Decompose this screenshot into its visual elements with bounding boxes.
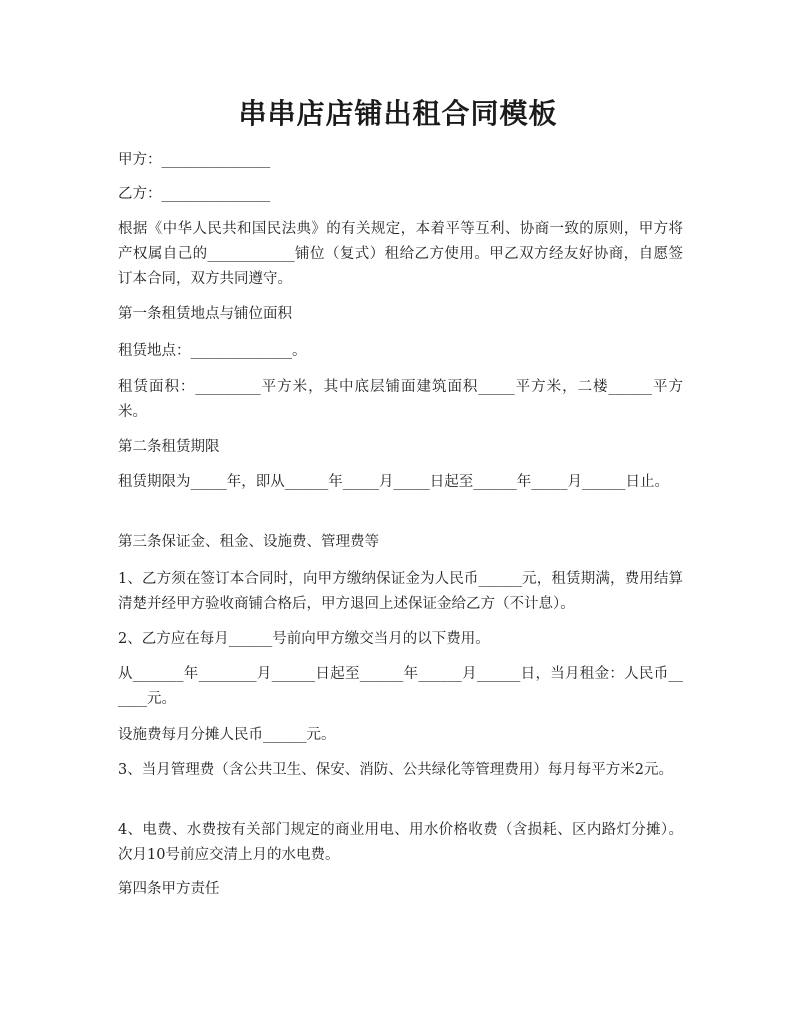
clause-3-3-paragraph: 3、当月管理费（含公共卫生、保安、消防、公共绿化等管理费用）每月每平方米2元。 — [118, 762, 673, 778]
preamble-paragraph: 根据《中华人民共和国民法典》的有关规定，本着平等互利、协商一致的原则，甲方将产权属自己的____________铺位（复式）租给乙方使用。甲乙双方经友好协商，自愿签订本合同，双方共同遵守。 — [118, 221, 683, 287]
rent-period-paragraph: 从_______年________月______日起至______年______月______日，当月租金：人民币______元。 — [118, 666, 683, 707]
article-3-heading: 第三条保证金、租金、设施费、管理费等 — [118, 534, 379, 550]
clause-3-2-paragraph: 2、乙方应在每月______号前向甲方缴交当月的以下费用。 — [118, 631, 490, 647]
party-a-line: 甲方：_______________ — [118, 152, 271, 168]
lease-term-paragraph: 租赁期限为_____年，即从______年_____月_____日起至______年_____月______日止。 — [118, 474, 669, 490]
lease-area-paragraph: 租赁面积：_________平方米，其中底层铺面建筑面积_____平方米，二楼______平方米。 — [118, 379, 683, 420]
article-4-heading: 第四条甲方责任 — [118, 881, 220, 897]
document-title: 串串店店铺出租合同模板 — [238, 97, 558, 130]
article-1-heading: 第一条租赁地点与铺位面积 — [118, 306, 292, 322]
clause-3-1-paragraph: 1、乙方须在签订本合同时，向甲方缴纳保证金为人民币______元，租赁期满，费用结算清楚并经甲方验收商铺合格后，甲方退回上述保证金给乙方（不计息）。 — [118, 571, 683, 612]
facility-fee-line: 设施费每月分摊人民币______元。 — [118, 727, 336, 743]
lease-location-line: 租赁地点：______________。 — [118, 343, 307, 359]
article-2-heading: 第二条租赁期限 — [118, 439, 220, 455]
clause-3-4-paragraph: 4、电费、水费按有关部门规定的商业用电、用水价格收费（含损耗、区内路灯分摊）。次月10号前应交清上月的水电费。 — [118, 822, 683, 863]
party-b-line: 乙方：_______________ — [118, 186, 271, 202]
